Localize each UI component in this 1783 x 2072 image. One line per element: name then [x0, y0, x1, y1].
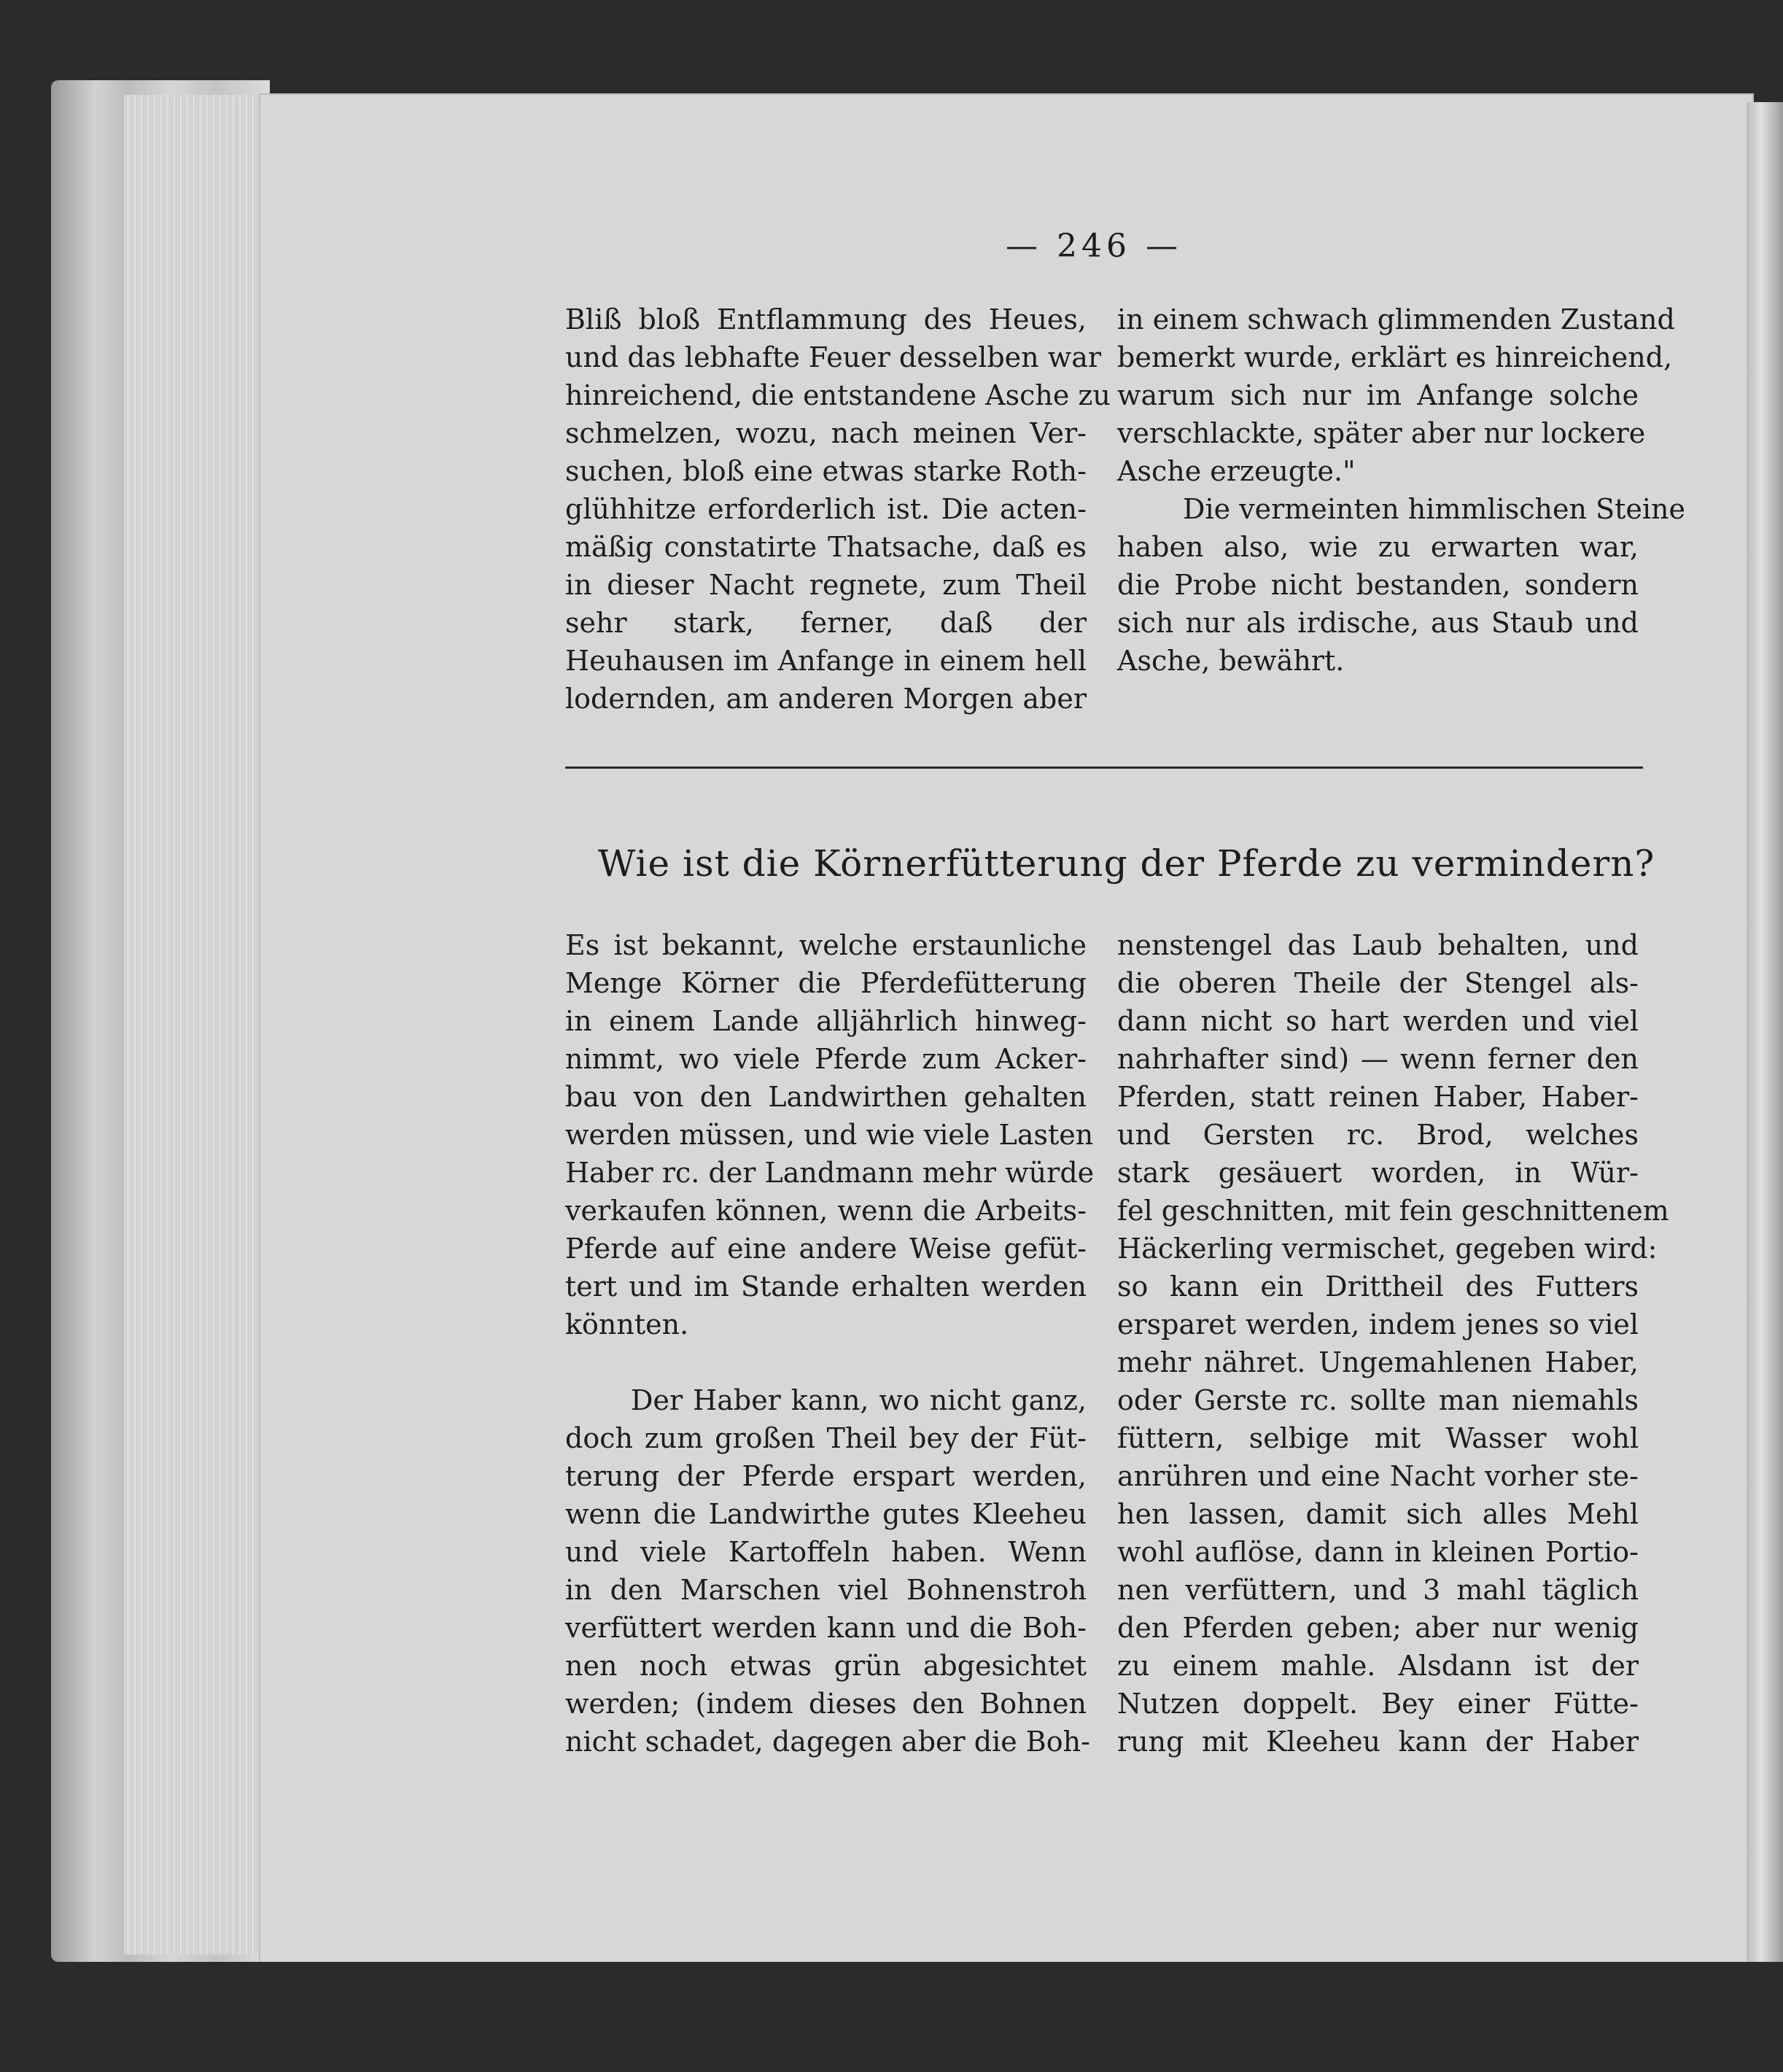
text-line: glühhitze erforderlich ist. Die acten-: [565, 493, 1087, 525]
text-line: Asche erzeugte.": [1117, 455, 1356, 487]
text-line: ersparet werden, indem jenes so viel: [1117, 1308, 1639, 1340]
text-line: tert und im Stande erhalten werden: [565, 1270, 1087, 1303]
text-line: so kann ein Drittheil des Futters: [1117, 1270, 1639, 1303]
text-line: suchen, bloß eine etwas starke Roth-: [565, 455, 1087, 487]
text-line: oder Gerste rc. sollte man niemahls: [1117, 1384, 1639, 1416]
text-line: hen lassen, damit sich alles Mehl: [1117, 1498, 1639, 1530]
text-line: in einem Lande alljährlich hinweg-: [565, 1005, 1087, 1037]
text-line: Asche, bewährt.: [1117, 645, 1345, 677]
text-line: nahrhafter sind) — wenn ferner den: [1117, 1043, 1639, 1075]
text-line: Heuhausen im Anfange in einem hell: [565, 645, 1087, 677]
text-line: und Gersten rc. Brod, welches: [1117, 1119, 1639, 1151]
text-line: dann nicht so hart werden und viel: [1117, 1005, 1639, 1037]
text-line: haben also, wie zu erwarten war,: [1117, 531, 1639, 563]
text-line: verfüttert werden kann und die Boh-: [565, 1612, 1087, 1644]
text-line: Menge Körner die Pferdefütterung: [565, 967, 1087, 999]
text-line: in dieser Nacht regnete, zum Theil: [565, 569, 1087, 601]
book-fore-edge: [51, 80, 270, 1962]
text-line: und viele Kartoffeln haben. Wenn: [565, 1536, 1087, 1568]
text-line: schmelzen, wozu, nach meinen Ver-: [565, 417, 1087, 449]
text-line: nenstengel das Laub behalten, und: [1117, 929, 1639, 961]
text-line: könnten.: [565, 1308, 689, 1340]
text-line: nicht schadet, dagegen aber die Boh-: [565, 1726, 1090, 1758]
text-line: Pferde auf eine andere Weise gefüt-: [565, 1233, 1087, 1265]
text-line: in den Marschen viel Bohnenstroh: [565, 1574, 1087, 1606]
bottom-left-column: [565, 926, 1095, 1761]
text-line: werden; (indem dieses den Bohnen: [565, 1688, 1087, 1720]
text-line: wenn die Landwirthe gutes Kleeheu: [565, 1498, 1087, 1530]
text-line: die oberen Theile der Stengel als-: [1117, 967, 1639, 999]
text-line: in einem schwach glimmenden Zustand: [1117, 303, 1675, 335]
text-line: wohl auflöse, dann in kleinen Portio-: [1117, 1536, 1639, 1568]
text-line: nen noch etwas grün abgesichtet: [565, 1650, 1087, 1682]
text-line: sich nur als irdische, aus Staub und: [1117, 607, 1639, 639]
text-line: Es ist bekannt, welche erstaunliche: [565, 929, 1087, 961]
text-line: die Probe nicht bestanden, sondern: [1117, 569, 1639, 601]
top-left-column: [565, 300, 1111, 718]
text-line: nen verfüttern, und 3 mahl täglich: [1117, 1574, 1639, 1606]
text-line: stark gesäuert worden, in Wür-: [1117, 1157, 1639, 1189]
text-line: verkaufen können, wenn die Arbeits-: [565, 1195, 1087, 1227]
text-line: lodernden, am anderen Morgen aber: [565, 683, 1087, 715]
text-line: Die vermeinten himmlischen Steine: [1183, 493, 1685, 525]
text-line: und das lebhafte Feuer desselben war: [565, 341, 1102, 373]
page-number: — 246 —: [1006, 228, 1182, 265]
text-line: verschlackte, später aber nur lockere: [1117, 417, 1646, 449]
text-line: füttern, selbige mit Wasser wohl: [1117, 1422, 1639, 1454]
text-line: Häckerling vermischet, gegeben wird:: [1117, 1233, 1658, 1265]
section-divider: [565, 767, 1643, 769]
text-line: mehr nähret. Ungemahlenen Haber,: [1117, 1346, 1639, 1378]
text-line: rung mit Kleeheu kann der Haber: [1117, 1726, 1639, 1758]
text-line: doch zum großen Theil bey der Füt-: [565, 1422, 1087, 1454]
text-line: warum sich nur im Anfange solche: [1117, 379, 1639, 411]
text-line: Nutzen doppelt. Bey einer Fütte-: [1117, 1688, 1639, 1720]
text-line: Bliß bloß Entflammung des Heues,: [565, 303, 1087, 335]
text-line: anrühren und eine Nacht vorher ste-: [1117, 1460, 1639, 1492]
text-line: Haber rc. der Landmann mehr würde: [565, 1157, 1095, 1189]
text-line: Pferden, statt reinen Haber, Haber-: [1117, 1081, 1639, 1113]
text-line: werden müssen, und wie viele Lasten: [565, 1119, 1094, 1151]
bottom-right-column: [1117, 926, 1669, 1761]
facing-page-edge: [1747, 102, 1783, 1991]
text-line: mäßig constatirte Thatsache, daß es: [565, 531, 1087, 563]
text-line: bemerkt wurde, erklärt es hinreichend,: [1117, 341, 1673, 373]
top-right-column: [1117, 300, 1685, 680]
text-line: terung der Pferde erspart werden,: [565, 1460, 1087, 1492]
text-line: fel geschnitten, mit fein geschnittenem: [1117, 1195, 1669, 1227]
text-line: sehr stark, ferner, daß der: [565, 607, 1087, 639]
article-title: Wie ist die Körnerfütterung der Pferde zu vermindern?: [598, 842, 1655, 885]
text-line: bau von den Landwirthen gehalten: [565, 1081, 1087, 1113]
background: [51, 1962, 1783, 2072]
text-line: hinreichend, die entstandene Asche zu: [565, 379, 1111, 411]
text-line: Der Haber kann, wo nicht ganz,: [631, 1384, 1087, 1416]
text-line: zu einem mahle. Alsdann ist der: [1117, 1650, 1639, 1682]
text-line: nimmt, wo viele Pferde zum Acker-: [565, 1043, 1087, 1075]
text-line: den Pferden geben; aber nur wenig: [1117, 1612, 1639, 1644]
